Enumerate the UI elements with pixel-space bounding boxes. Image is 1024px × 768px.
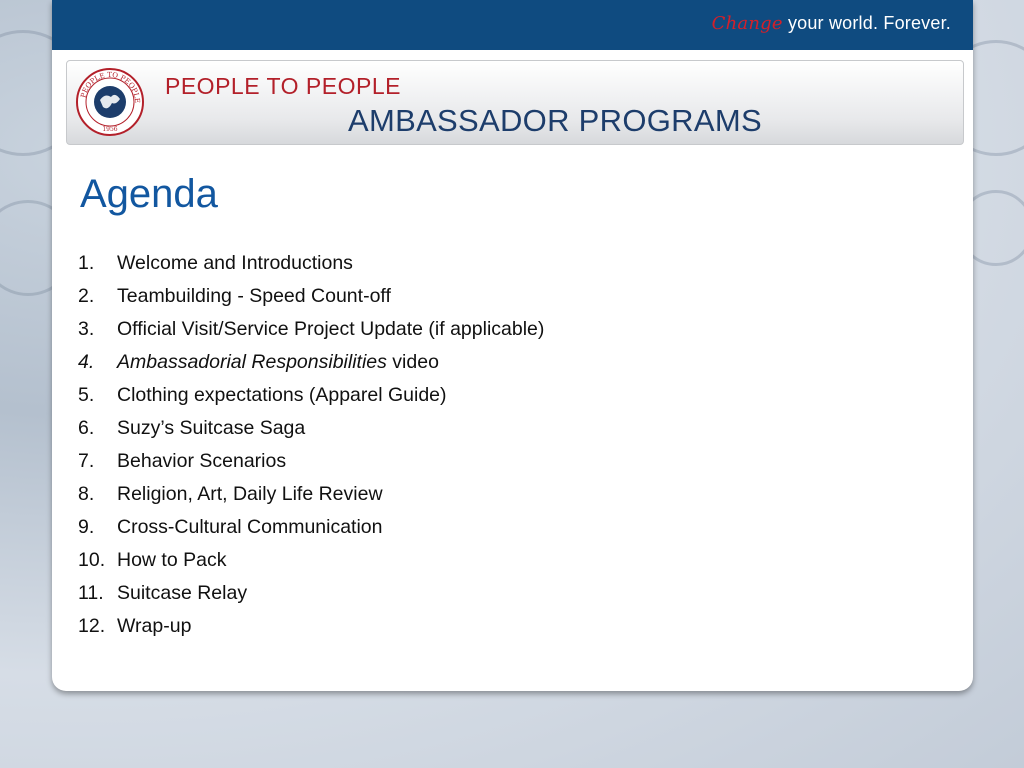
agenda-item — [78, 381, 544, 414]
agenda-item — [78, 447, 544, 480]
agenda-item-text: Welcome and Introductions — [117, 252, 353, 274]
seal-year: 1956 — [102, 126, 118, 133]
tagline-text: your world. Forever. — [787, 13, 951, 33]
org-banner — [66, 60, 964, 145]
slide-title: Agenda — [80, 172, 218, 216]
agenda-item-text: Cross-Cultural Communication — [117, 516, 383, 538]
agenda-item-number: 4. — [78, 351, 95, 373]
agenda-item-text: How to Pack — [117, 549, 227, 571]
agenda-item-suffix: video — [386, 351, 439, 373]
agenda-item-number: 6. — [78, 417, 95, 439]
header-bar — [52, 0, 973, 50]
agenda-item — [78, 414, 544, 447]
agenda-item-number: 11. — [78, 582, 104, 604]
agenda-item-number: 12. — [78, 615, 106, 637]
agenda-item-number: 1. — [78, 252, 95, 274]
agenda-item-text: Religion, Art, Daily Life Review — [117, 483, 383, 505]
org-name-line1: PEOPLE TO PEOPLE — [165, 73, 401, 99]
agenda-item — [78, 480, 544, 513]
agenda-item-text — [117, 348, 439, 381]
agenda-item-number: 3. — [78, 318, 95, 340]
agenda-list — [78, 249, 544, 645]
agenda-item-text: Clothing expectations (Apparel Guide) — [117, 384, 447, 406]
agenda-item-number: 7. — [78, 450, 95, 472]
agenda-item — [78, 348, 544, 381]
agenda-item-text: Teambuilding - Speed Count-off — [117, 285, 391, 307]
agenda-item-text: Wrap-up — [117, 615, 192, 637]
agenda-item-number: 8. — [78, 483, 95, 505]
tagline — [712, 13, 951, 34]
agenda-item-text: Suzy’s Suitcase Saga — [117, 417, 306, 439]
agenda-item — [78, 249, 544, 282]
agenda-item-italic-text: Ambassadorial Responsibilities — [117, 351, 387, 373]
agenda-item — [78, 282, 544, 315]
slide — [52, 0, 973, 691]
organization-seal-icon — [75, 67, 145, 137]
tagline-accent: Change — [711, 13, 783, 34]
org-name-line2: AMBASSADOR PROGRAMS — [348, 103, 762, 138]
agenda-item — [78, 546, 544, 579]
agenda-item — [78, 513, 544, 546]
agenda-item-number: 10. — [78, 549, 106, 571]
agenda-item — [78, 315, 544, 348]
agenda-item-text: Official Visit/Service Project Update (if applicable) — [117, 318, 545, 340]
agenda-item — [78, 612, 544, 645]
agenda-item — [78, 579, 544, 612]
agenda-item-text: Suitcase Relay — [117, 582, 248, 604]
seal-text: PEOPLE TO PEOPLE — [79, 70, 142, 104]
agenda-item-number: 2. — [78, 285, 95, 307]
agenda-item-text: Behavior Scenarios — [117, 450, 287, 472]
agenda-item-number: 5. — [78, 384, 95, 406]
agenda-item-number: 9. — [78, 516, 95, 538]
